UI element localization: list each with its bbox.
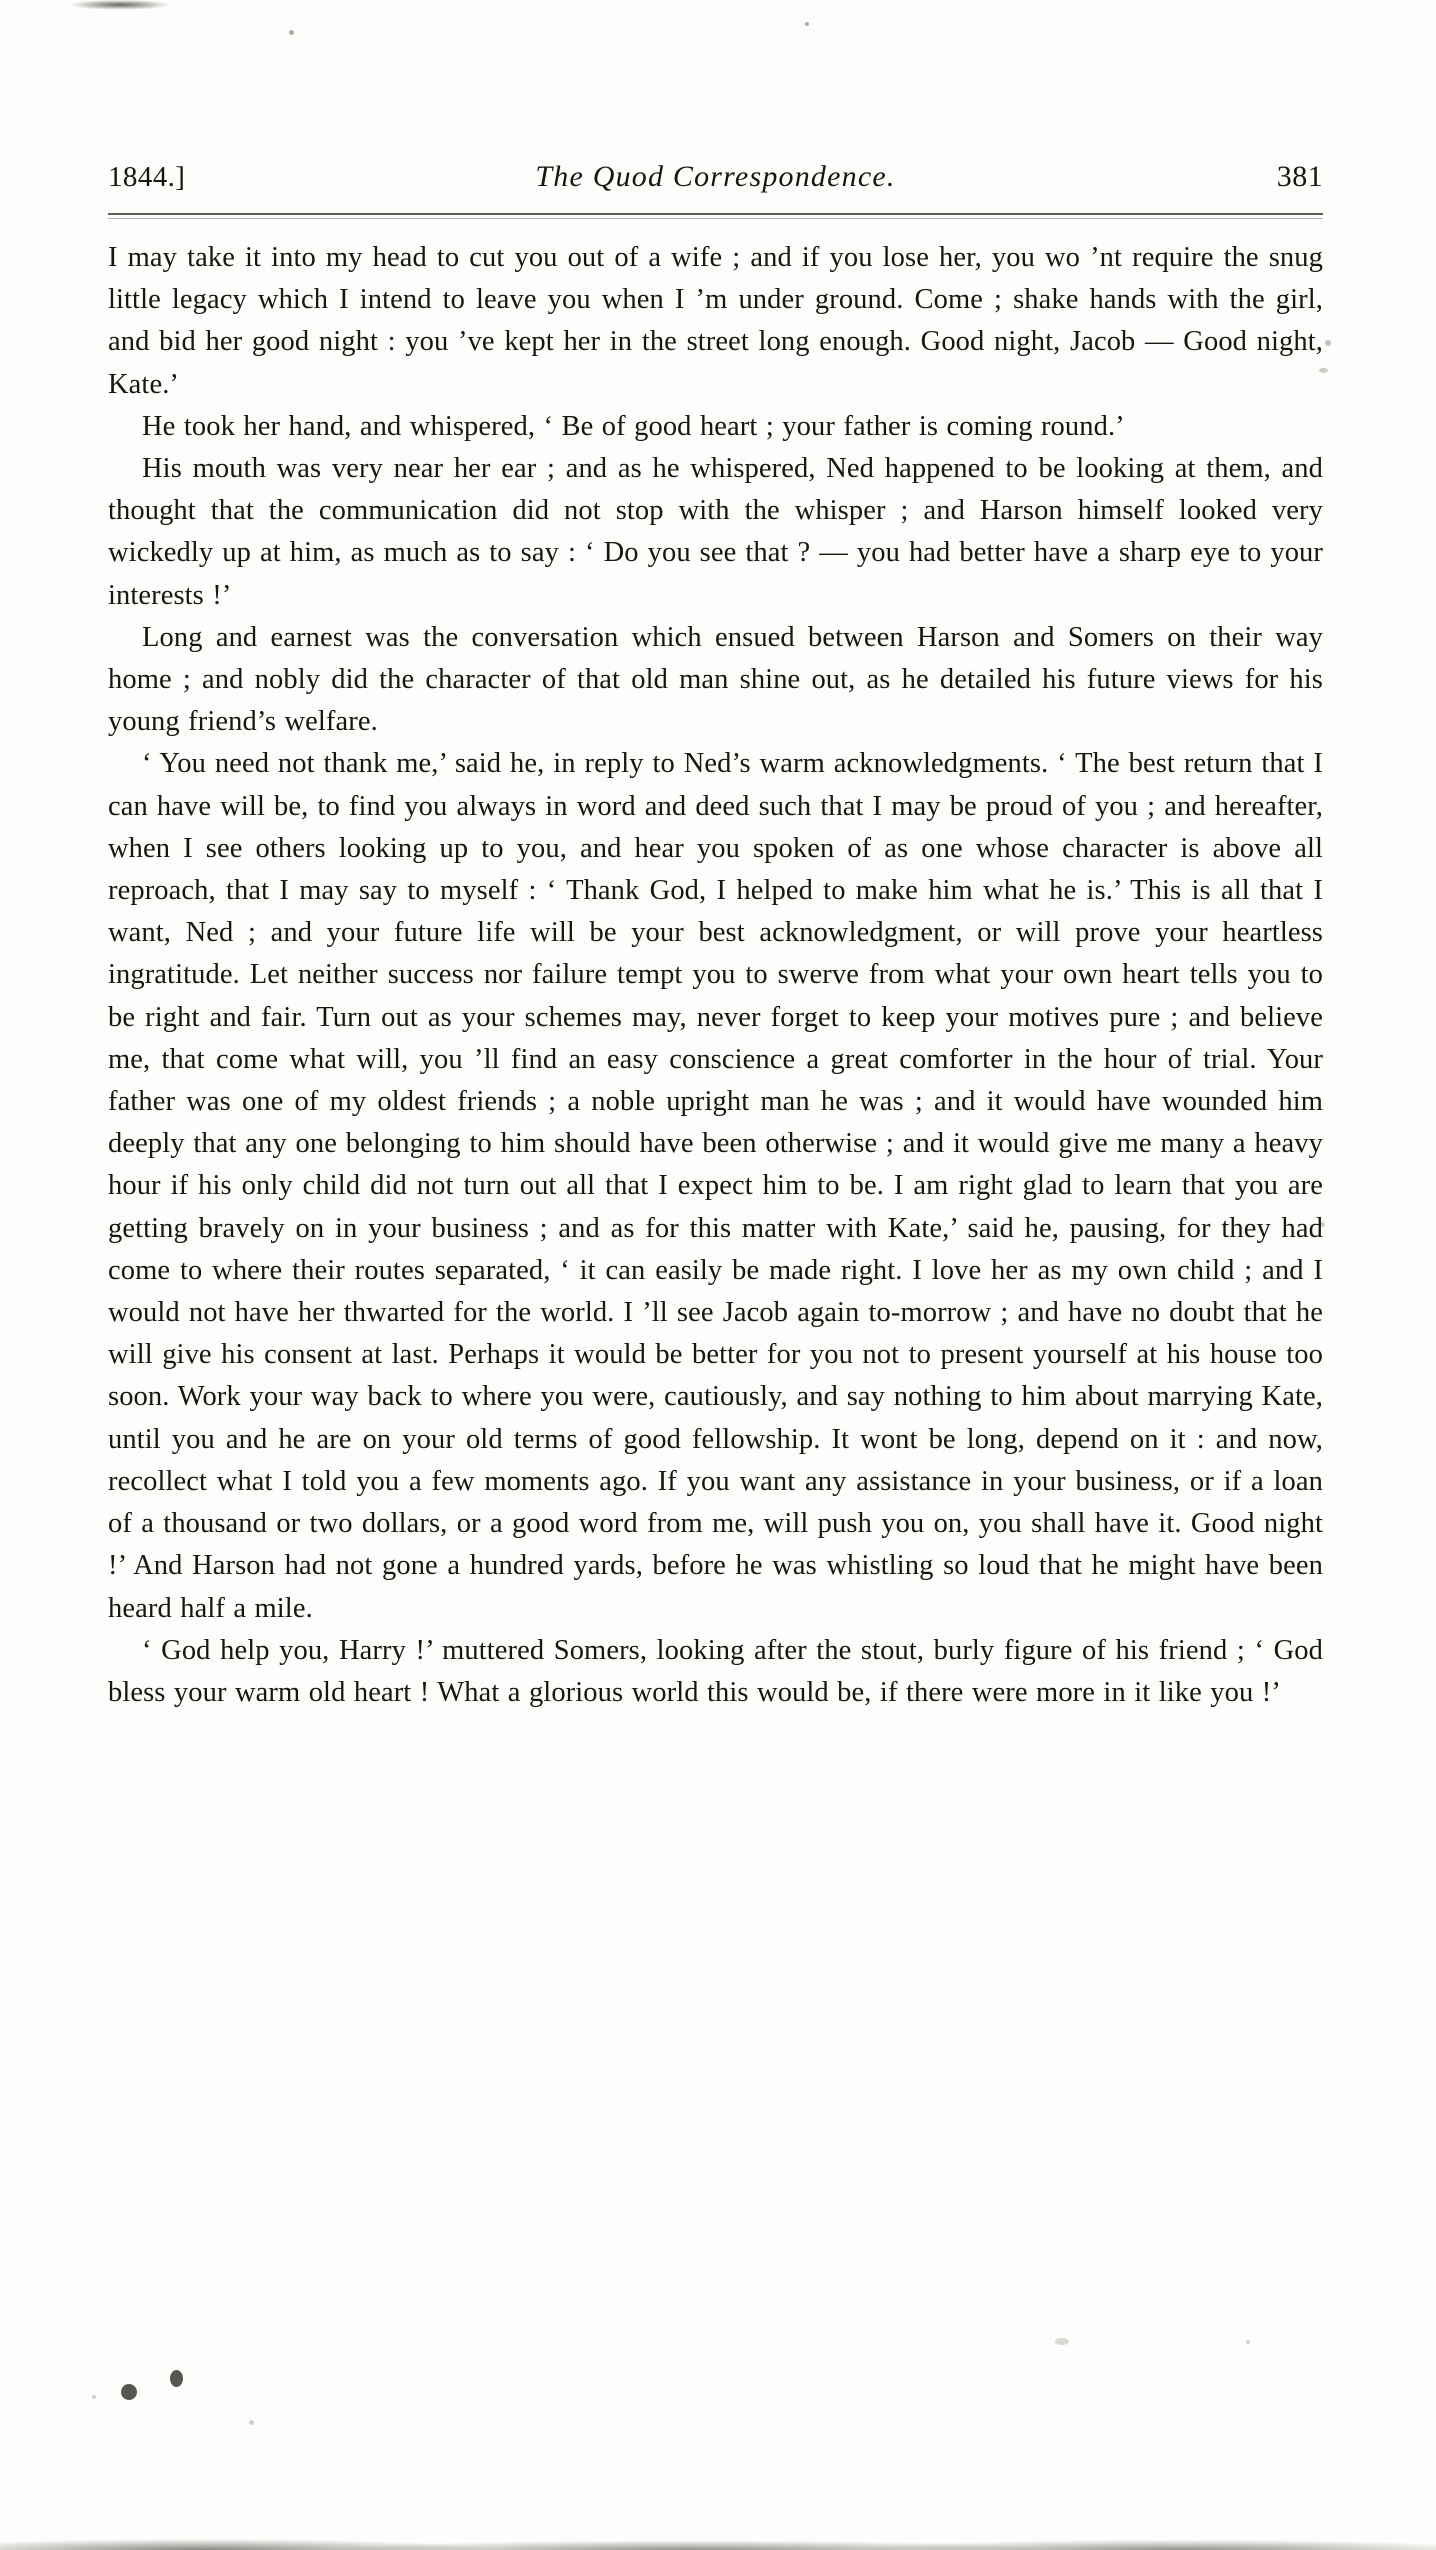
page-speck bbox=[249, 2420, 254, 2425]
paragraph: He took her hand, and whispered, ‘ Be of good heart ; your father is coming round.’ bbox=[142, 410, 1125, 442]
page-speck bbox=[92, 2395, 96, 2399]
running-head bbox=[108, 150, 1323, 204]
page-speck bbox=[1325, 340, 1331, 346]
page-speck bbox=[1246, 2340, 1250, 2344]
bottom-edge-smudge bbox=[0, 2512, 1436, 2550]
running-head-title: The Quod Correspondence. bbox=[535, 160, 896, 193]
paragraph: ‘ God help you, Harry !’ muttered Somers, looking after the stout, burly figure of his friend ; ‘ God bless your warm old heart ! What a glorious world this would be, if there were more in it like you !’ bbox=[108, 1634, 1323, 1708]
top-edge-smudge bbox=[60, 0, 180, 16]
paragraph: ‘ You need not thank me,’ said he, in reply to Ned’s warm acknowledgments. ‘ The best return that I can have will be, to find you always in word and deed such that I may be proud of you ; and hereafter, when I see others looking up to you, and hear you spoken of as one whose character is above all reproach, that I may say to myself : ‘ Thank God, I helped to make him what he is.’ This is all that I want, Ned ; and your future life will be your best acknowledgment, or will prove your heartless ingratitude. Let neither success nor failure tempt you to swerve from what your own heart tells you to be right and fair. Turn out as your schemes may, never forget to keep your motives pure ; and believe me, that come what will, you ’ll find an easy conscience a great comforter in the hour of trial. Your father was one of my oldest friends ; a noble upright man he was ; and it would have wounded him deeply that any one belonging to him should have been otherwise ; and it would give me many a heavy hour if his only child did not turn out all that I expect him to be. I am right glad to learn that you are getting bravely on in your business ; and as for this matter with Kate,’ said he, pausing, for they had come to where their routes separated, ‘ it can easily be made right. I love her as my own child ; and I would not have her thwarted for the world. I ’ll see Jacob again to-morrow ; and have no doubt that he will give his consent at last. Perhaps it would be better for you not to present yourself at his house too soon. Work your way back to where you were, cautiously, and say nothing to him about marrying Kate, until you and he are on your old terms of good fellowship. It wont be long, depend on it : and now, recollect what I told you a few moments ago. If you want any assistance in your business, or if a loan of a thousand or two dollars, or a good word from me, will push you on, you shall have it. Good night !’ And Harson had not gone a hundred yards, before he was whistling so loud that he might have been heard half a mile. bbox=[108, 748, 1323, 1624]
page-speck bbox=[1055, 2338, 1069, 2345]
page-speck bbox=[289, 30, 294, 35]
paragraph: I may take it into my head to cut you out of a wife ; and if you lose her, you wo ’nt require the snug little legacy which I intend to leave you when I ’m under ground. Come ; shake hands with the girl, and bid her good night : you ’ve kept her in the street long enough. Good night, Jacob — Good night, Kate.’ bbox=[108, 242, 1323, 400]
page-content bbox=[108, 150, 1323, 1714]
running-head-year: 1844.] bbox=[108, 161, 186, 193]
page-number: 381 bbox=[1276, 160, 1323, 193]
header-rule-secondary bbox=[108, 218, 1323, 219]
paragraph: Long and earnest was the conversation which ensued between Harson and Somers on their way home ; and nobly did the character of that old man shine out, as he detailed his future views for his young friend’s welfare. bbox=[108, 621, 1323, 738]
ink-blot bbox=[121, 2384, 137, 2400]
page-speck bbox=[805, 22, 809, 26]
header-rule bbox=[108, 213, 1323, 215]
ink-blot bbox=[170, 2370, 183, 2387]
body-text bbox=[108, 237, 1323, 1714]
paragraph: His mouth was very near her ear ; and as he whispered, Ned happened to be looking at them, and thought that the communication did not stop with the whisper ; and Harson himself looked very wickedly up at him, as much as to say : ‘ Do you see that ? — you had better have a sharp eye to your interests !’ bbox=[108, 453, 1323, 611]
